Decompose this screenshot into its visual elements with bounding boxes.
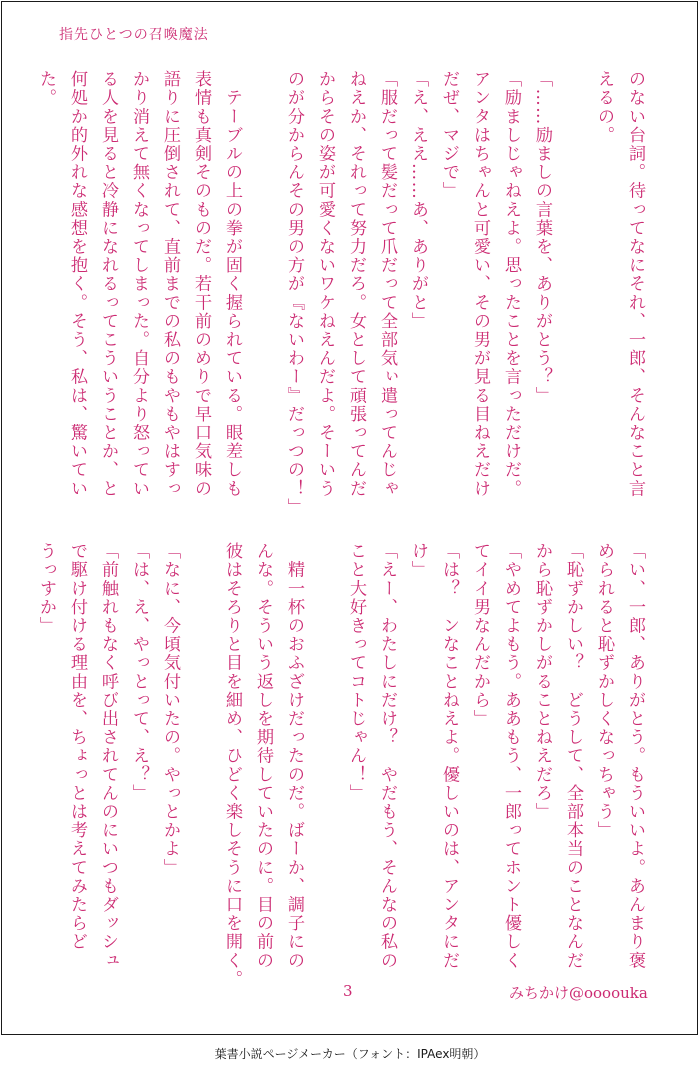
page-frame xyxy=(1,1,698,1035)
book-title: 指先ひとつの召喚魔法 xyxy=(59,27,209,43)
body-text-bottom: 「い、一郎、ありがとう。もういいよ。あんまり褒 められると恥ずかしくなっちゃう」 「恥ずかしい？ どうして、全部本当のことなんだ から恥ずかしがることねえだろ」 「やめてよもう。ああもう、一郎ってホント優しく てイイ男なんだから」 「は？ ンなことねえよ。優しいのは、アンタにだ け」 「えー、わたしにだけ？ やだもう、そんなの私の こと大好きってコトじゃん！」 精一杯のおふざけだったのだ。ばーか、調子にの んな。そういう返しを期待していたのに。目の前の 彼はそろりと目を細め、ひどく楽しそうに口を開く。 「なに、今頃気付いたの。やっとかよ」 「は、え、やっとって、え？」 「前触れもなく呼び出されてんのにいつもダッシュ で駆け付ける理由を、ちょっとは考えてみたらど うっすか」 xyxy=(36,542,645,989)
footer-credit: 葉書小説ページメーカー（フォント：IPAex明朝） xyxy=(214,1047,486,1061)
body-text-top: のない台詞。待ってなにそれ、一郎、そんなこと言 えるの。 「……励ましの言葉を、ありがとう？」 「励ましじゃねえよ。思ったことを言っただけだ。 アンタはちゃんと可愛い、その男が見る目ねえだけ だぜ、マジで」 「え、ええ……あ、ありがと」 「服だって髪だって爪だって全部気ぃ遣ってんじゃ ねえか、それって努力だろ。女として頑張ってんだ からその姿が可愛くないワケねえんだよ。そーいう のが分からんその男の方が『ないわー』だっつの！」 テーブルの上の拳が固く握られている。眼差しも 表情も真剣そのものだ。若干前のめりで早口気味の 語りに圧倒されて、直前までの私のもやもやはすっ かり消えて無くなってしまった。自分より怒ってい る人を見ると冷静になれるってこういうことか、と 何処か的外れな感想を抱く。そう、私は、驚いてい た。 xyxy=(36,70,645,517)
author-credit: みちかけ@oooouka xyxy=(509,984,648,1002)
page-number: 3 xyxy=(343,982,353,1000)
